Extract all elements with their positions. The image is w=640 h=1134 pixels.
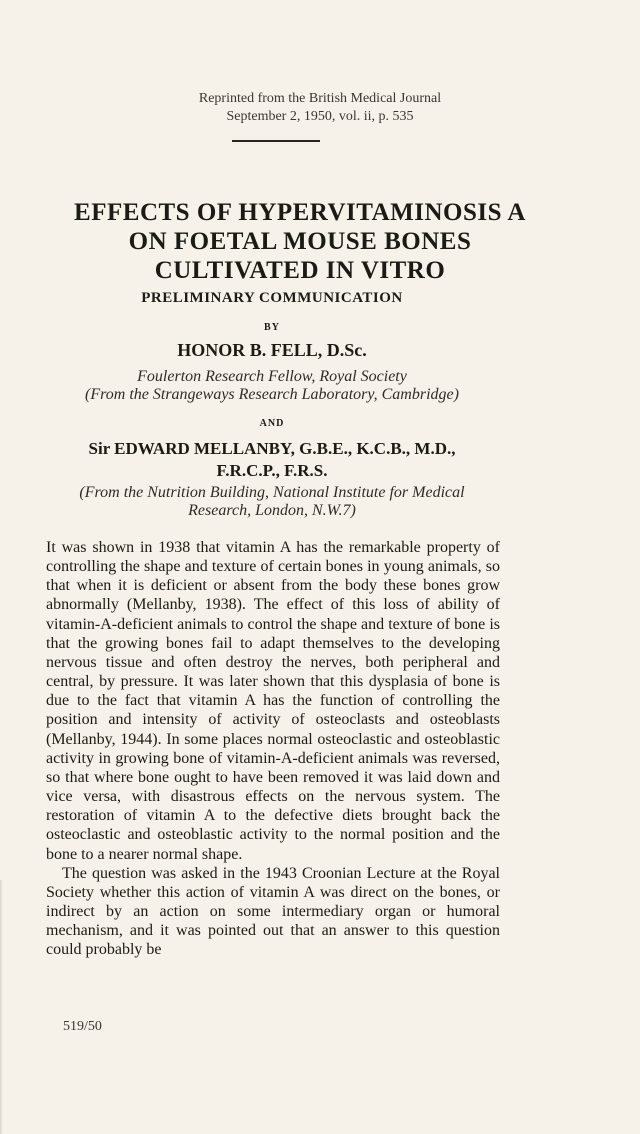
print-code: 519/50 (63, 1019, 102, 1034)
author-2-name-line-1: Sir EDWARD MELLANBY, G.B.E., K.C.B., M.D., (88, 439, 456, 458)
title-line-2: ON FOETAL MOUSE BONES (128, 228, 472, 255)
author-2-name-line-2: F.R.C.P., F.R.S. (216, 461, 328, 480)
header-rule (232, 140, 320, 142)
author-1-name: HONOR B. FELL, D.Sc. (177, 340, 367, 360)
author-1-position: Foulerton Research Fellow, Royal Society (137, 368, 407, 385)
and-label: AND (259, 418, 285, 429)
by-label: BY (264, 322, 280, 333)
article-body (46, 538, 500, 959)
page-edge-shadow (0, 880, 3, 1134)
reprint-source-line: Reprinted from the British Medical Journal (198, 91, 442, 106)
author-2-affiliation-line-1: (From the Nutrition Building, National Institute for Medical (79, 484, 465, 501)
reprint-notice (0, 90, 640, 126)
body-paragraph-1: It was shown in 1938 that vitamin A has the remarkable property of controlling the shape and texture of certain bones in young animals, so that when it is deficient or absent from the body these bones grow abnormally (Mellanby, 1938). The effect of this loss of ability of vitamin-A-deficient animals to control the shape and texture of bone is that the growing bones fail to adapt themselves to the developing nervous tissue and often destroy the nerves, both peripheral and central, by pressure. It was later shown that this dysplasia of bone is due to the fact that vitamin A has the function of controlling the position and intensity of activity of osteoclasts and osteoblasts (Mellanby, 1944). In some places normal osteoclastic and osteoblastic activity in growing bone of vitamin-A-deficient animals was reversed, so that where bone ought to have been removed it was laid down and vice versa, with disastrous effects on the nervous system. The restoration of vitamin A to the defective diets brought back the osteoclastic and osteoblastic activity to the normal position and the bone to a nearer normal shape. (46, 539, 500, 863)
article-title (0, 198, 600, 285)
article-subtitle: PRELIMINARY COMMUNICATION (141, 290, 403, 306)
author-1-affiliation: (From the Strangeways Research Laboratory, Cambridge) (85, 386, 459, 403)
author-2-name (0, 438, 544, 482)
author-2-affiliation-line-2: Research, London, N.W.7) (188, 502, 356, 519)
body-paragraph-2: The question was asked in the 1943 Croonian Lecture at the Royal Society whether this action of vitamin A was direct on the bones, or indirect by an action on some intermediary organ or humoral mechanism, and it was pointed out that an answer to this question could probably be (46, 864, 500, 959)
title-line-3: CULTIVATED IN VITRO (154, 257, 446, 284)
title-line-1: EFFECTS OF HYPERVITAMINOSIS A (74, 199, 526, 226)
reprint-citation-line: September 2, 1950, vol. ii, p. 535 (226, 109, 414, 124)
